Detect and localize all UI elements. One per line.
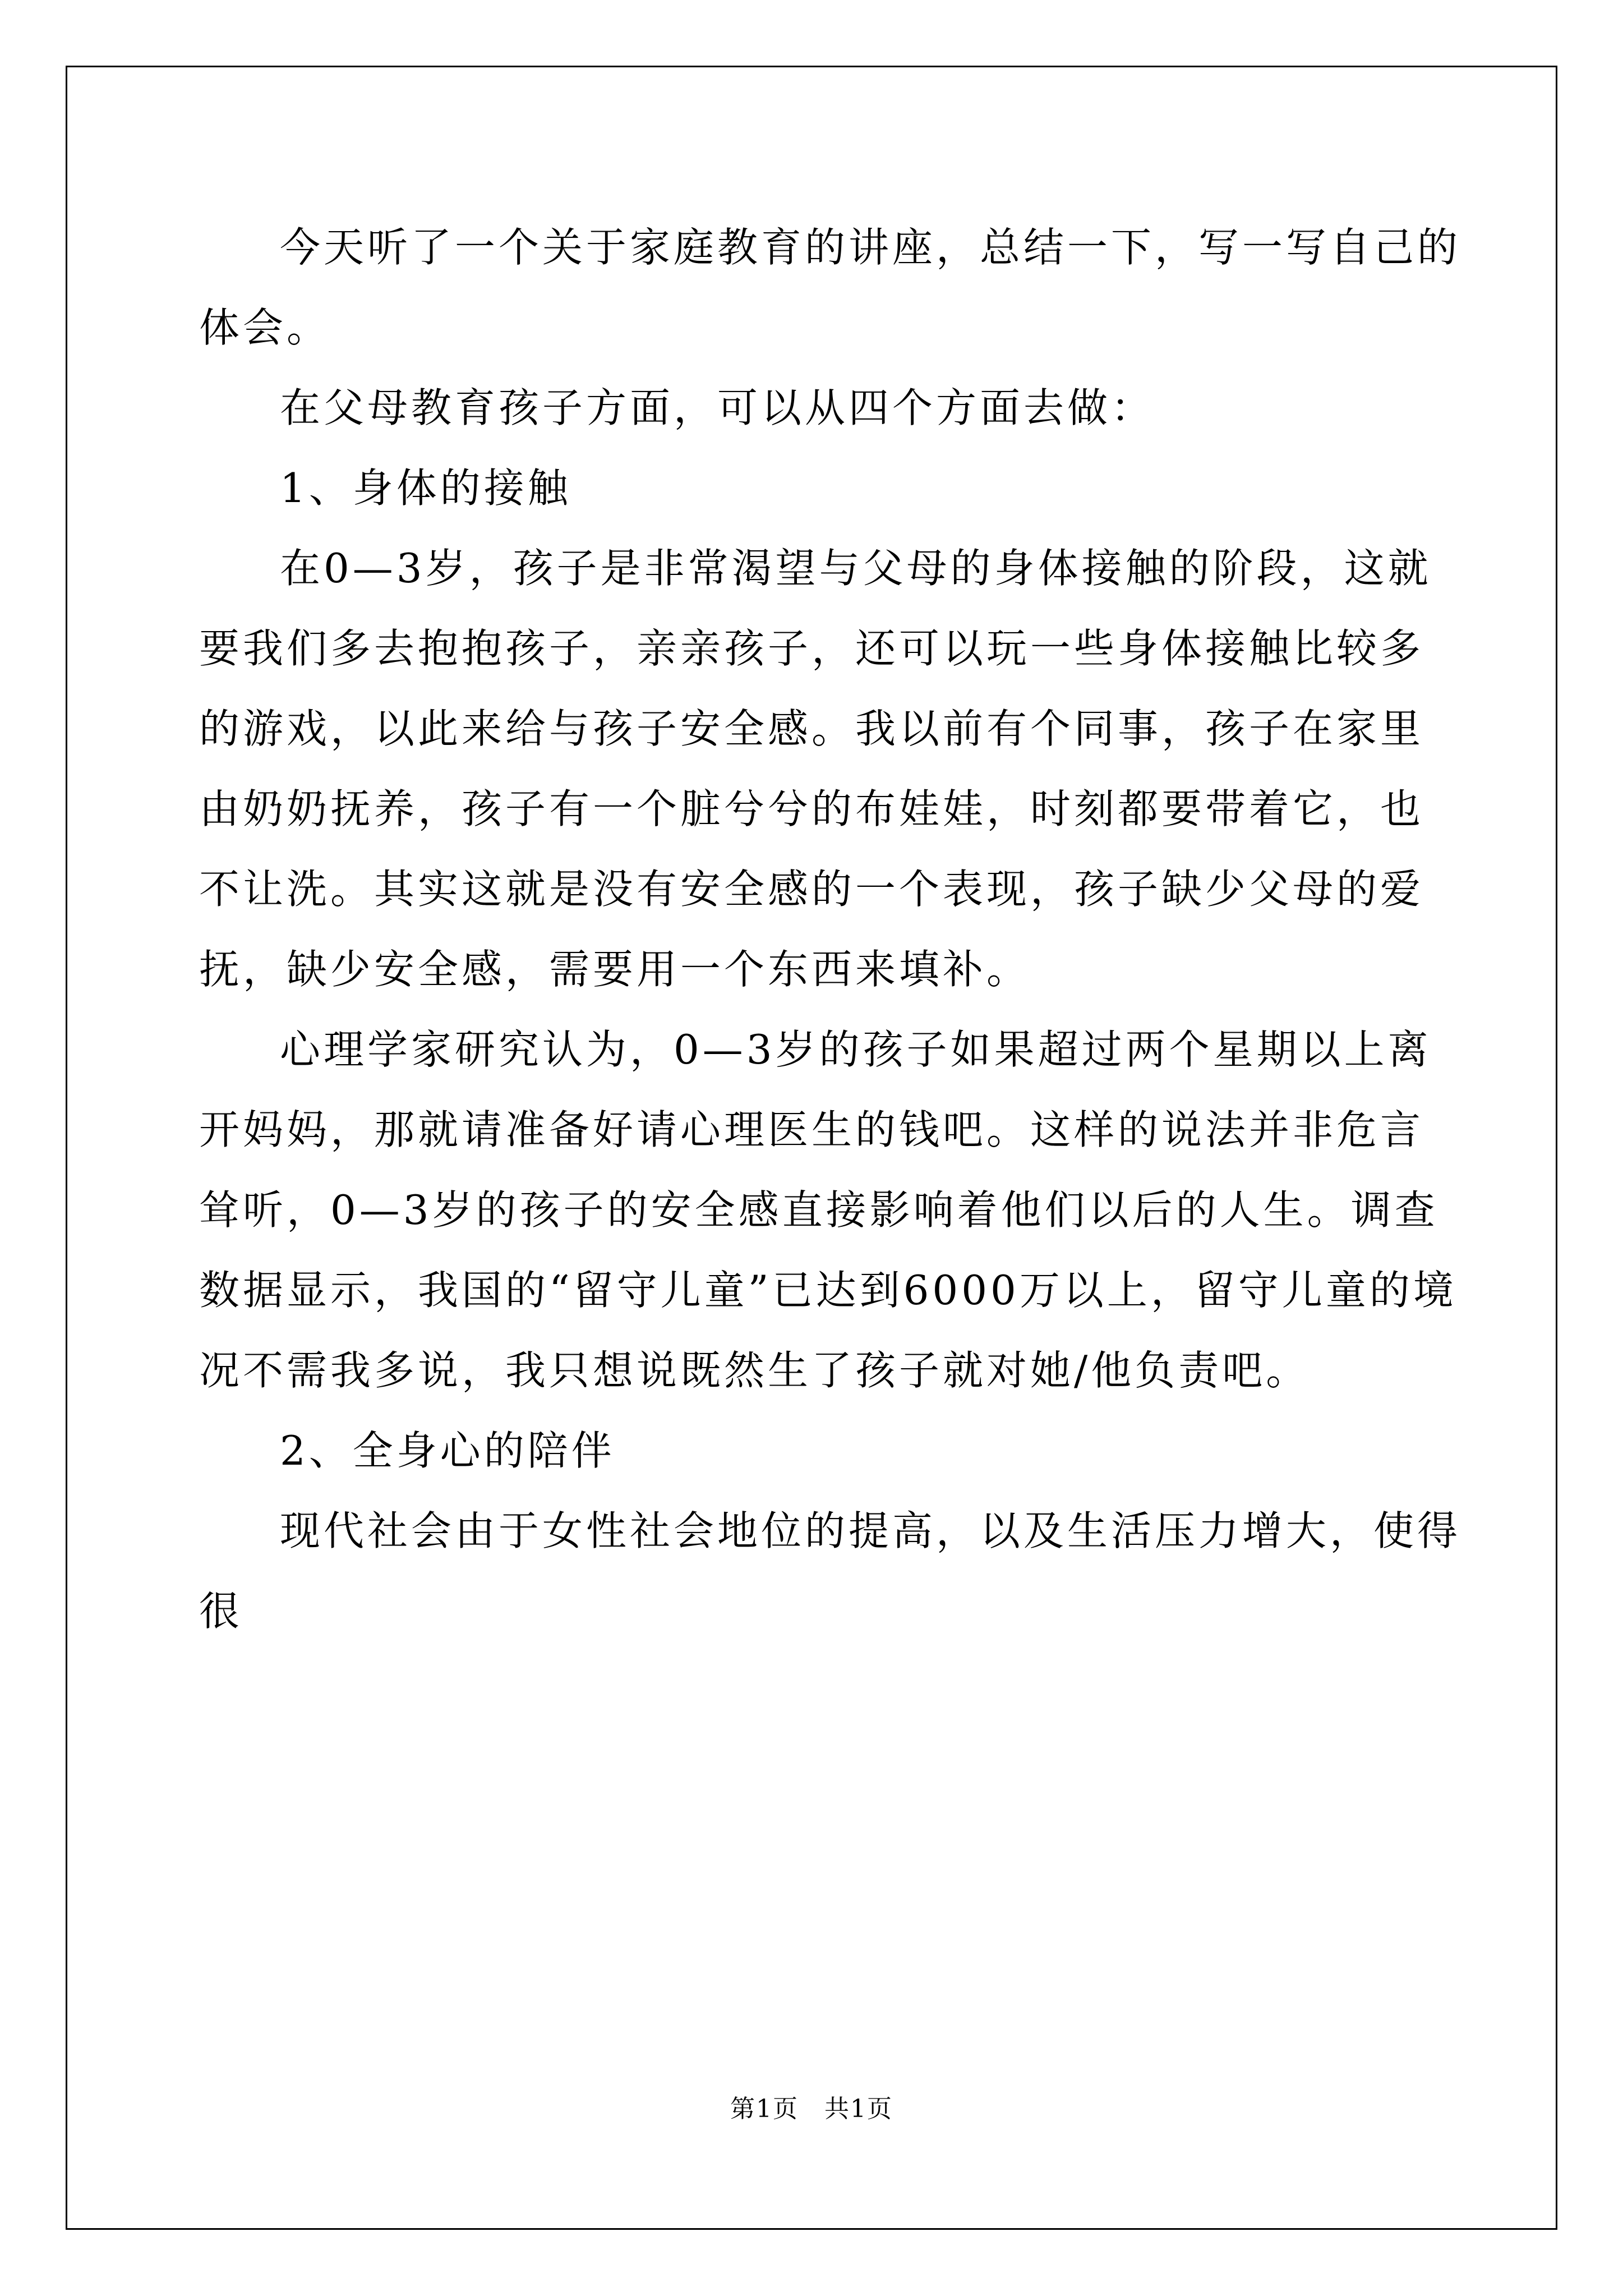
paragraph-modern-society: 现代社会由于女性社会地位的提高，以及生活压力增大，使得很 [199, 1507, 1461, 1635]
page-number: 第1页 共1页 [730, 2095, 893, 2123]
paragraph-four-aspects: 在父母教育孩子方面，可以从四个方面去做： [280, 384, 1155, 431]
paragraph-psychologist: 心理学家研究认为，0—3岁的孩子如果超过两个星期以上离开妈妈，那就请准备好请心理医生的钱吧。这样的说法并非危言耸听，0—3岁的孩子的安全感直接影响着他们以后的人生。调查数据显示，我国的“留守儿童”已达到6000万以上，留守儿童的境况不需我多说，我只想说既然生了孩子就对她/他负责吧。 [199, 1026, 1457, 1394]
paragraph-intro: 今天听了一个关于家庭教育的讲座，总结一下，写一写自己的体会。 [199, 224, 1461, 351]
document-body [199, 208, 1461, 1651]
heading-companionship: 2、全身心的陪伴 [280, 1427, 615, 1474]
heading-physical-contact: 1、身体的接触 [280, 464, 571, 512]
paragraph-physical-contact: 在0—3岁，孩子是非常渴望与父母的身体接触的阶段，这就要我们多去抱抱孩子，亲亲孩子，还可以玩一些身体接触比较多的游戏，以此来给与孩子安全感。我以前有个同事，孩子在家里由奶奶抚养，孩子有一个脏兮兮的布娃娃，时刻都要带着它，也不让洗。其实这就是没有安全感的一个表现，孩子缺少父母的爱抚，缺少安全感，需要用一个东西来填补。 [199, 545, 1432, 993]
